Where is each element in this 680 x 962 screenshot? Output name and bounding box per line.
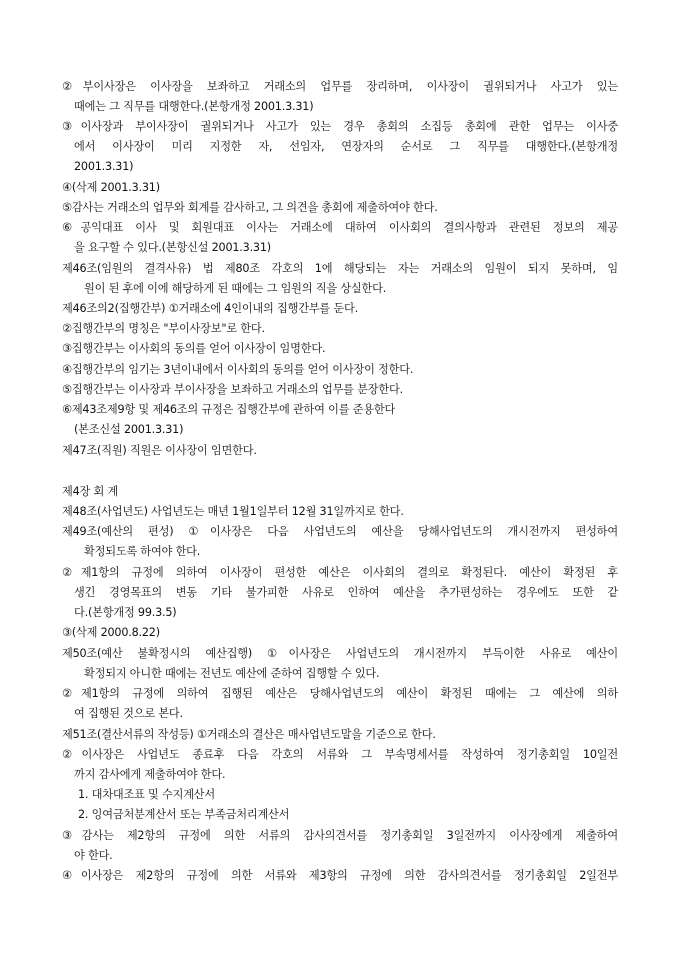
text-line: 을 요구할 수 있다.(본항신설 2001.3.31) — [74, 241, 271, 254]
text-line: ③감사는 제2항의 규정에 의한 서류의 감사의견서를 정기총회일 3일전까지 이사장에게 제출하여 — [62, 829, 618, 842]
text-line: ④집행간부의 임기는 3년이내에서 이사회의 동의를 얻어 이사장이 정한다. — [62, 363, 414, 376]
text-line: 원이 된 후에 이에 해당하게 된 때에는 그 임원의 직을 상실한다. — [84, 282, 387, 295]
text-line: 2001.3.31) — [74, 160, 134, 173]
list-item: 1. 대차대조표 및 수지계산서 — [78, 788, 216, 801]
text-line: 제50조(예산 불확정시의 예산집행) ①이사장은 사업년도의 개시전까지 부득이한 사유로 예산이 — [62, 647, 618, 660]
text-line: 제47조(직원) 직원은 이사장이 임면한다. — [62, 444, 257, 457]
text-line: 제46조(임원의 결격사유) 법 제80조 각호의 1에 해당되는 자는 거래소의 임원이 되지 못하며, 임 — [62, 262, 618, 275]
text-line: ⑥제43조제9항 및 제46조의 규정은 집행간부에 관하여 이를 준용한다 — [62, 403, 396, 416]
text-line: ⑥공익대표 이사 및 회원대표 이사는 거래소에 대하여 이사회의 결의사항과 관련된 정보의 제공 — [62, 221, 618, 234]
text-line: 때에는 그 직무를 대행한다.(본항개정 2001.3.31) — [74, 100, 314, 113]
text-line: 야 한다. — [74, 849, 113, 862]
chapter-heading: 제4장 회 계 — [62, 485, 119, 498]
text-line: (본조신설 2001.3.31) — [74, 423, 184, 436]
text-line: 제46조의2(집행간부) ①거래소에 4인이내의 집행간부를 둔다. — [62, 302, 358, 315]
text-line: ⑤감사는 거래소의 업무와 회계를 감사하고, 그 의견을 총회에 제출하여야 한다. — [62, 201, 438, 214]
text-line: 생긴 경영목표의 변동 기타 불가피한 사유로 인하여 예산을 추가편성하는 경우에도 또한 같 — [74, 586, 618, 599]
text-line: ②집행간부의 명칭은 "부이사장보"로 한다. — [62, 322, 265, 335]
text-line: ②제1항의 규정에 의하여 집행된 예산은 당해사업년도의 예산이 확정된 때에는 그 예산에 의하 — [62, 687, 618, 700]
text-line: ④(삭제 2001.3.31) — [62, 181, 160, 194]
text-line: 확정되지 아니한 때에는 전년도 예산에 준하여 집행할 수 있다. — [84, 667, 380, 680]
text-line: ④이사장은 제2항의 규정에 의한 서류와 제3항의 규정에 의한 감사의견서를 정기총회일 2일전부 — [62, 869, 618, 882]
text-line: 여 집행된 것으로 본다. — [74, 707, 183, 720]
text-line: ②이사장은 사업년도 종료후 다음 각호의 서류와 그 부속명세서를 작성하여 정기총회일 10일전 — [62, 748, 618, 761]
text-line: ③집행간부는 이사회의 동의를 얻어 이사장이 임명한다. — [62, 342, 326, 355]
text-line: ③(삭제 2000.8.22) — [62, 626, 160, 639]
text-line: 제48조(사업년도) 사업년도는 매년 1월1일부터 12월 31일까지로 한다. — [62, 505, 404, 518]
text-line: ②부이사장은 이사장을 보좌하고 거래소의 업무를 장리하며, 이사장이 궐위되거나 사고가 있는 — [62, 80, 618, 93]
text-line: 다.(본항개정 99.3.5) — [74, 606, 177, 619]
text-line: 제51조(결산서류의 작성등) ①거래소의 결산은 매사업년도말을 기준으로 한다. — [62, 728, 436, 741]
text-line: 확정되도록 하여야 한다. — [84, 545, 201, 558]
text-line: ⑤집행간부는 이사장과 부이사장을 보좌하고 거래소의 업무를 분장한다. — [62, 383, 403, 396]
text-line: 에서 이사장이 미리 지정한 자, 선임자, 연장자의 순서로 그 직무를 대행한다.(본항개정 — [74, 140, 618, 153]
list-item: 2. 잉여금처분계산서 또는 부족금처리계산서 — [78, 808, 290, 821]
text-line: 제49조(예산의 편성) ①이사장은 다음 사업년도의 예산을 당해사업년도의 개시전까지 편성하여 — [62, 525, 618, 538]
text-line: ②제1항의 규정에 의하여 이사장이 편성한 예산은 이사회의 결의로 확정된다. 예산이 확정된 후 — [62, 566, 618, 579]
text-line: ③이사장과 부이사장이 궐위되거나 사고가 있는 경우 총회의 소집등 총회에 관한 업무는 이사중 — [62, 120, 618, 133]
text-line: 까지 감사에게 제출하여야 한다. — [74, 768, 226, 781]
